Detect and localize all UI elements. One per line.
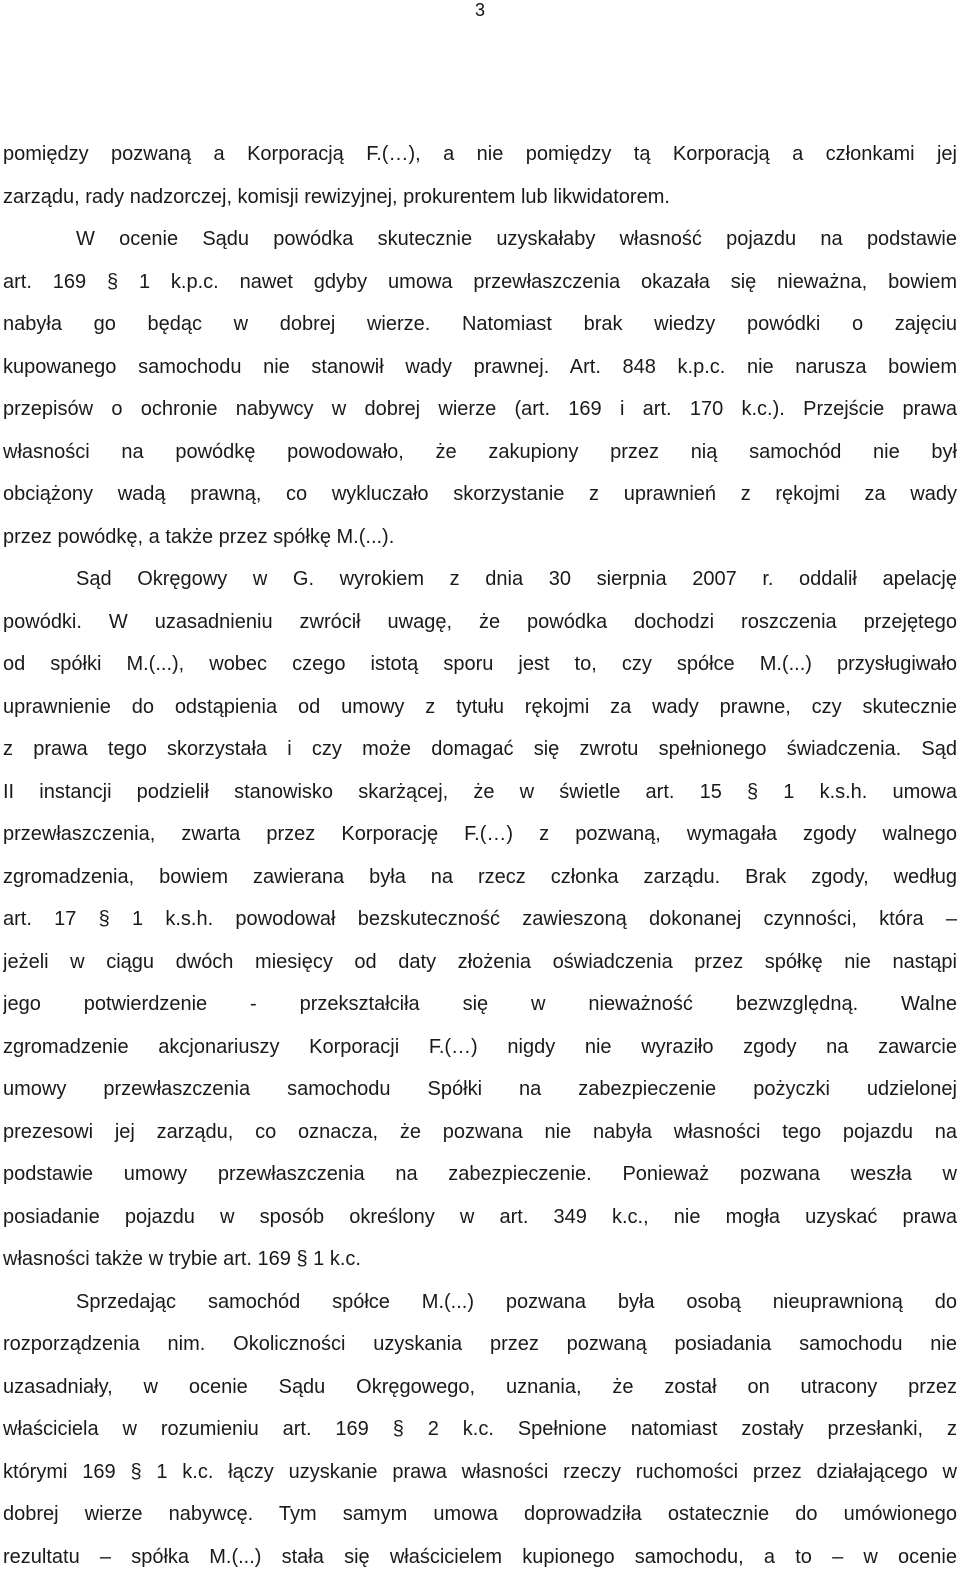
text-line: pomiędzy pozwaną a Korporacją F.(…), a nie pomiędzy tą Korporacją a członkami jej: [3, 133, 957, 176]
text-line: jeżeli w ciągu dwóch miesięcy od daty złożenia oświadczenia przez spółkę nie nastąpi: [3, 941, 957, 984]
text-line: powódki. W uzasadnieniu zwrócił uwagę, że powódka dochodzi roszczenia przejętego: [3, 601, 957, 644]
text-line: właściciela w rozumieniu art. 169 § 2 k.c. Spełnione natomiast zostały przesłanki, z: [3, 1408, 957, 1451]
text-line: przez powódkę, a także przez spółkę M.(...).: [3, 516, 957, 559]
text-line: uzasadniały, w ocenie Sądu Okręgowego, uznania, że został on utracony przez: [3, 1366, 957, 1409]
text-line: prezesowi jej zarządu, co oznacza, że pozwana nie nabyła własności tego pojazdu na: [3, 1111, 957, 1154]
page-number: 3: [0, 0, 960, 20]
text-line: kupowanego samochodu nie stanowił wady prawnej. Art. 848 k.p.c. nie narusza bowiem: [3, 346, 957, 389]
text-line: rozporządzenia nim. Okoliczności uzyskania przez pozwaną posiadania samochodu nie: [3, 1323, 957, 1366]
text-line: jego potwierdzenie - przekształciła się w nieważność bezwzględną. Walne: [3, 983, 957, 1026]
text-line: art. 17 § 1 k.s.h. powodował bezskuteczność zawieszoną dokonanej czynności, która –: [3, 898, 957, 941]
text-line: art. 169 § 1 k.p.c. nawet gdyby umowa przewłaszczenia okazała się nieważna, bowiem: [3, 261, 957, 304]
text-line: II instancji podzielił stanowisko skarżącej, że w świetle art. 15 § 1 k.s.h. umowa: [3, 771, 957, 814]
text-line: umowy przewłaszczenia samochodu Spółki na zabezpieczenie pożyczki udzielonej: [3, 1068, 957, 1111]
text-line: nabyła go będąc w dobrej wierze. Natomiast brak wiedzy powódki o zajęciu: [3, 303, 957, 346]
text-line: zarządu, rady nadzorczej, komisji rewizyjnej, prokurentem lub likwidatorem.: [3, 176, 957, 219]
text-line: zgromadzenie akcjonariuszy Korporacji F.(…) nigdy nie wyraziło zgody na zawarcie: [3, 1026, 957, 1069]
text-line: posiadanie pojazdu w sposób określony w art. 349 k.c., nie mogła uzyskać prawa: [3, 1196, 957, 1239]
text-line: zgromadzenia, bowiem zawierana była na rzecz członka zarządu. Brak zgody, według: [3, 856, 957, 899]
text-line: którymi 169 § 1 k.c. łączy uzyskanie prawa własności rzeczy ruchomości przez działającego w: [3, 1451, 957, 1494]
text-line: od spółki M.(...), wobec czego istotą sporu jest to, czy spółce M.(...) przysługiwało: [3, 643, 957, 686]
text-line: podstawie umowy przewłaszczenia na zabezpieczenie. Ponieważ pozwana weszła w: [3, 1153, 957, 1196]
body-text: [3, 133, 957, 1578]
text-line: Sprzedając samochód spółce M.(...) pozwana była osobą nieuprawnioną do: [3, 1281, 957, 1324]
text-line: rezultatu – spółka M.(...) stała się właścicielem kupionego samochodu, a to – w ocenie: [3, 1536, 957, 1578]
text-line: przepisów o ochronie nabywcy w dobrej wierze (art. 169 i art. 170 k.c.). Przejście prawa: [3, 388, 957, 431]
text-line: z prawa tego skorzystała i czy może domagać się zwrotu spełnionego świadczenia. Sąd: [3, 728, 957, 771]
text-line: przewłaszczenia, zwarta przez Korporację F.(…) z pozwaną, wymagała zgody walnego: [3, 813, 957, 856]
text-line: W ocenie Sądu powódka skutecznie uzyskałaby własność pojazdu na podstawie: [3, 218, 957, 261]
text-line: własności na powódkę powodowało, że zakupiony przez nią samochód nie był: [3, 431, 957, 474]
text-line: własności także w trybie art. 169 § 1 k.c.: [3, 1238, 957, 1281]
text-line: Sąd Okręgowy w G. wyrokiem z dnia 30 sierpnia 2007 r. oddalił apelację: [3, 558, 957, 601]
text-line: obciążony wadą prawną, co wykluczało skorzystanie z uprawnień z rękojmi za wady: [3, 473, 957, 516]
text-line: uprawnienie do odstąpienia od umowy z tytułu rękojmi za wady prawne, czy skutecznie: [3, 686, 957, 729]
text-line: dobrej wierze nabywcę. Tym samym umowa doprowadziła ostatecznie do umówionego: [3, 1493, 957, 1536]
